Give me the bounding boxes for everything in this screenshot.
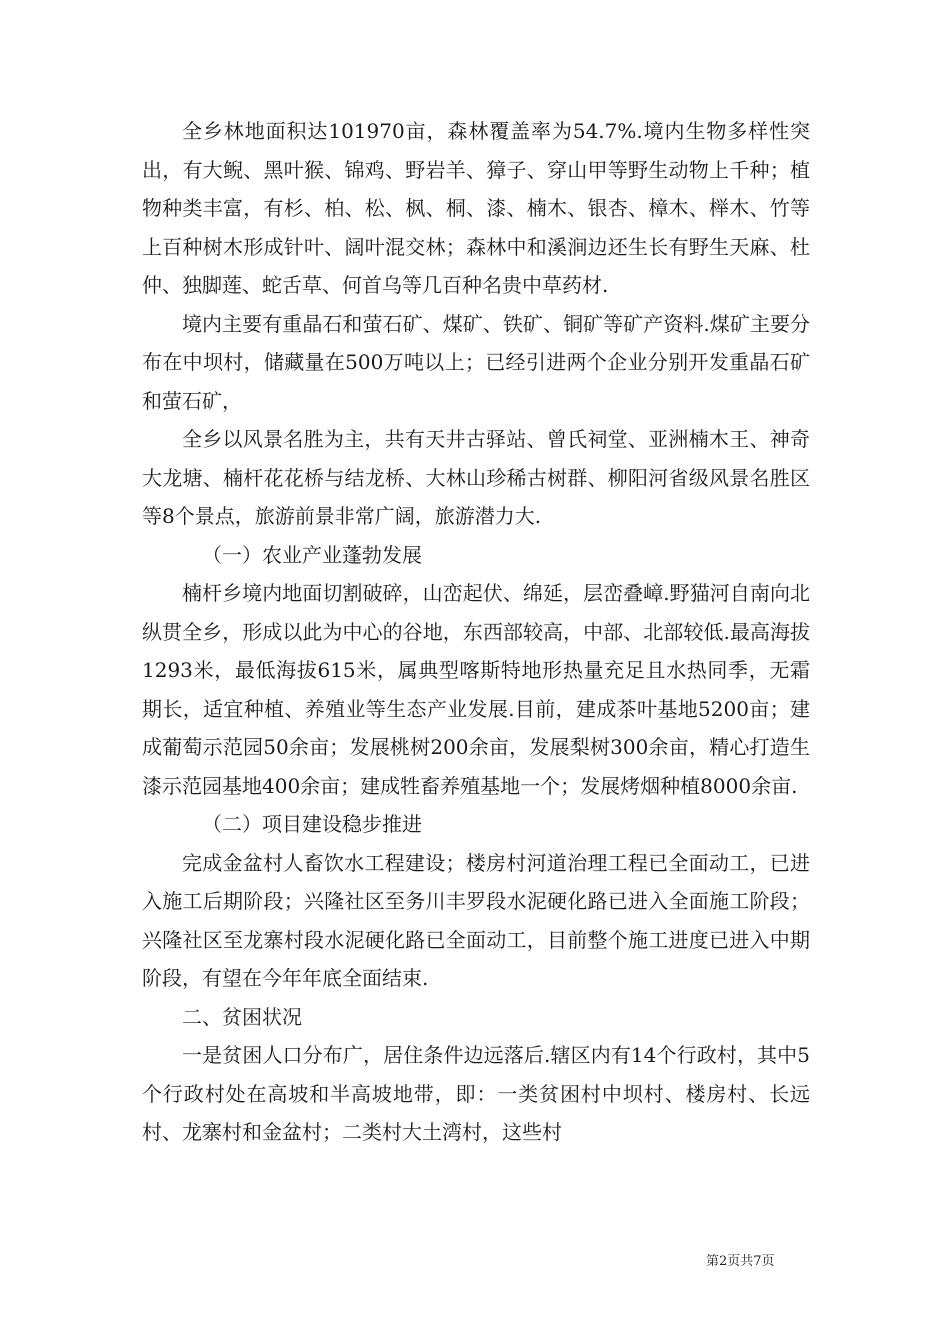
paragraph-minerals: 境内主要有重晶石和萤石矿、煤矿、铁矿、铜矿等矿产资料.煤矿主要分布在中坝村，储藏量在500万吨以上；已经引进两个企业分别开发重晶石矿和萤石矿， [142,311,810,413]
section-heading-agriculture: （一）农业产业蓬勃发展 [202,542,422,567]
paragraph-forest: 全乡林地面积达101970亩，森林覆盖率为54.7%.境内生物多样性突出，有大鲵、黑叶猴、锦鸡、野岩羊、獐子、穿山甲等野生动物上千种；植物种类丰富，有杉、柏、松、枫、桐、漆、楠木、银杏、樟木、榉木、竹等上百种树木形成针叶、阔叶混交林；森林中和溪涧边还生长有野生天麻、杜仲、独脚莲、蛇舌草、何首乌等几百种名贵中草药材. [142,119,810,297]
paragraph-scenery: 全乡以风景名胜为主，共有天井古驿站、曾氏祠堂、亚洲楠木王、神奇大龙塘、楠杆花花桥与结龙桥、大林山珍稀古树群、柳阳河省级风景名胜区等8个景点，旅游前景非常广阔，旅游潜力大. [142,427,810,528]
page-number: 第2页共7页 [706,1254,775,1269]
document-body [142,112,810,1152]
section-heading-projects: （二）项目建设稳步推进 [202,812,422,836]
paragraph-agriculture: 楠杆乡境内地面切割破碎，山峦起伏、绵延，层峦叠嶂.野猫河自南向北纵贯全乡，形成以此为中心的谷地，东西部较高，中部、北部较低.最高海拔1293米，最低海拔615米，属典型喀斯特地形热量充足且水热同季，无霜期长，适宜种植、养殖业等生态产业发展.目前，建成茶叶基地5200亩；建成葡萄示范园50余亩；发展桃树200余亩，发展梨树300余亩，精心打造生漆示范园基地400余亩；建成牲畜养殖基地一个；发展烤烟种植8000余亩. [142,581,810,798]
paragraph-poverty: 一是贫困人口分布广，居住条件边远落后.辖区内有14个行政村，其中5个行政村处在高坡和半高坡地带，即：一类贫困村中坝村、楼房村、长远村、龙寨村和金盆村；二类村大土湾村，这些村 [142,1043,810,1144]
paragraph-projects: 完成金盆村人畜饮水工程建设；楼房村河道治理工程已全面动工，已进入施工后期阶段；兴隆社区至务川丰罗段水泥硬化路已进入全面施工阶段；兴隆社区至龙寨村段水泥硬化路已全面动工，目前整个施工进度已进入中期阶段，有望在今年年底全面结束. [142,850,810,990]
section-heading-poverty: 二、贫困状况 [182,1004,302,1029]
